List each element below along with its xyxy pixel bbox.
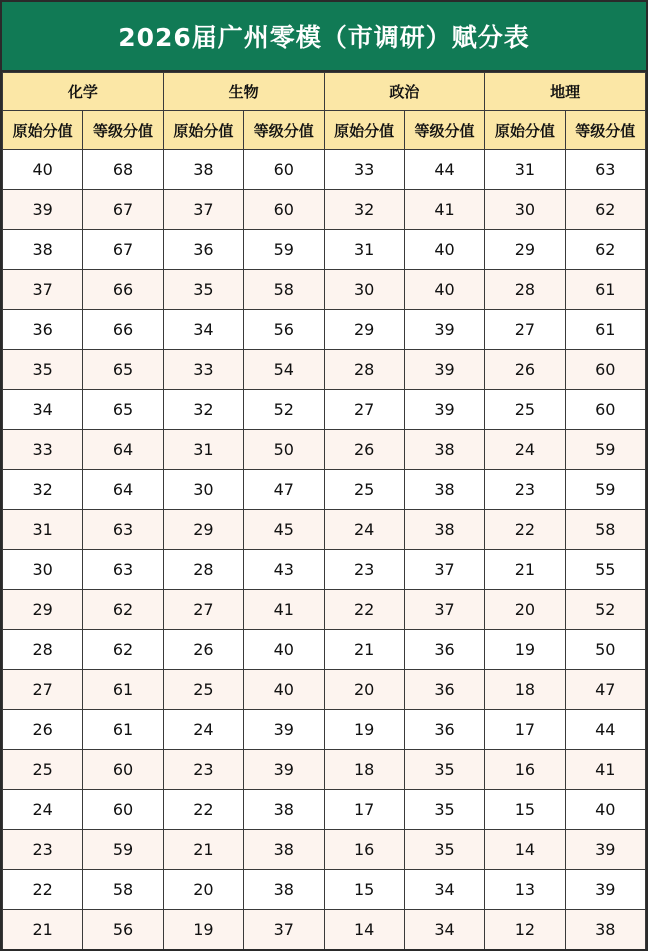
cell-pol-grade: 44 — [404, 150, 484, 190]
cell-chem-raw: 22 — [3, 870, 83, 910]
cell-bio-raw: 36 — [163, 230, 243, 270]
cell-bio-raw: 25 — [163, 670, 243, 710]
cell-geo-raw: 19 — [485, 630, 565, 670]
cell-pol-raw: 23 — [324, 550, 404, 590]
cell-bio-grade: 50 — [244, 430, 324, 470]
table-row — [3, 310, 646, 350]
cell-pol-grade: 38 — [404, 430, 484, 470]
column-header-row — [3, 111, 646, 150]
cell-geo-grade: 61 — [565, 310, 645, 350]
cell-bio-grade: 38 — [244, 790, 324, 830]
cell-geo-grade: 60 — [565, 390, 645, 430]
table-row — [3, 630, 646, 670]
cell-geo-raw: 21 — [485, 550, 565, 590]
cell-bio-grade: 37 — [244, 910, 324, 950]
cell-chem-raw: 34 — [3, 390, 83, 430]
cell-chem-raw: 32 — [3, 470, 83, 510]
cell-pol-grade: 35 — [404, 830, 484, 870]
column-header-raw: 原始分值 — [485, 111, 565, 150]
cell-pol-grade: 40 — [404, 270, 484, 310]
cell-chem-raw: 35 — [3, 350, 83, 390]
cell-geo-raw: 20 — [485, 590, 565, 630]
cell-bio-grade: 39 — [244, 750, 324, 790]
cell-bio-raw: 33 — [163, 350, 243, 390]
column-header-grade: 等级分值 — [244, 111, 324, 150]
cell-pol-raw: 20 — [324, 670, 404, 710]
cell-pol-grade: 35 — [404, 790, 484, 830]
cell-pol-grade: 36 — [404, 710, 484, 750]
subject-header-biology: 生物 — [163, 73, 324, 111]
cell-geo-raw: 18 — [485, 670, 565, 710]
cell-chem-raw: 38 — [3, 230, 83, 270]
subject-header-row — [3, 73, 646, 111]
table-row — [3, 750, 646, 790]
cell-geo-raw: 23 — [485, 470, 565, 510]
cell-bio-raw: 23 — [163, 750, 243, 790]
cell-chem-grade: 61 — [83, 670, 163, 710]
cell-chem-grade: 66 — [83, 310, 163, 350]
subject-header-chemistry: 化学 — [3, 73, 164, 111]
cell-pol-grade: 38 — [404, 470, 484, 510]
cell-pol-grade: 41 — [404, 190, 484, 230]
cell-chem-raw: 37 — [3, 270, 83, 310]
conversion-table — [2, 72, 646, 950]
cell-pol-grade: 37 — [404, 590, 484, 630]
table-row — [3, 270, 646, 310]
cell-chem-grade: 63 — [83, 550, 163, 590]
cell-chem-grade: 67 — [83, 190, 163, 230]
cell-geo-grade: 41 — [565, 750, 645, 790]
cell-bio-raw: 27 — [163, 590, 243, 630]
table-row — [3, 710, 646, 750]
table-row — [3, 510, 646, 550]
table-row — [3, 910, 646, 950]
cell-chem-raw: 26 — [3, 710, 83, 750]
cell-geo-grade: 38 — [565, 910, 645, 950]
cell-bio-grade: 47 — [244, 470, 324, 510]
cell-pol-grade: 36 — [404, 670, 484, 710]
cell-chem-raw: 25 — [3, 750, 83, 790]
cell-geo-grade: 60 — [565, 350, 645, 390]
cell-pol-raw: 30 — [324, 270, 404, 310]
cell-geo-grade: 63 — [565, 150, 645, 190]
cell-bio-raw: 26 — [163, 630, 243, 670]
cell-chem-grade: 59 — [83, 830, 163, 870]
table-row — [3, 430, 646, 470]
cell-geo-raw: 13 — [485, 870, 565, 910]
subject-header-geography: 地理 — [485, 73, 646, 111]
cell-bio-raw: 24 — [163, 710, 243, 750]
cell-pol-raw: 32 — [324, 190, 404, 230]
cell-pol-raw: 29 — [324, 310, 404, 350]
cell-pol-grade: 39 — [404, 390, 484, 430]
cell-geo-raw: 24 — [485, 430, 565, 470]
cell-geo-grade: 55 — [565, 550, 645, 590]
table-row — [3, 830, 646, 870]
cell-bio-raw: 28 — [163, 550, 243, 590]
subject-header-politics: 政治 — [324, 73, 485, 111]
cell-chem-grade: 62 — [83, 630, 163, 670]
cell-geo-raw: 26 — [485, 350, 565, 390]
cell-bio-grade: 56 — [244, 310, 324, 350]
cell-pol-grade: 34 — [404, 910, 484, 950]
cell-pol-raw: 21 — [324, 630, 404, 670]
cell-bio-raw: 19 — [163, 910, 243, 950]
cell-geo-grade: 62 — [565, 230, 645, 270]
cell-bio-grade: 54 — [244, 350, 324, 390]
cell-geo-raw: 22 — [485, 510, 565, 550]
cell-bio-grade: 41 — [244, 590, 324, 630]
cell-bio-raw: 32 — [163, 390, 243, 430]
cell-bio-grade: 45 — [244, 510, 324, 550]
cell-bio-grade: 60 — [244, 190, 324, 230]
cell-pol-raw: 15 — [324, 870, 404, 910]
column-header-grade: 等级分值 — [565, 111, 645, 150]
cell-geo-raw: 31 — [485, 150, 565, 190]
cell-pol-raw: 31 — [324, 230, 404, 270]
cell-geo-raw: 15 — [485, 790, 565, 830]
cell-chem-raw: 23 — [3, 830, 83, 870]
cell-bio-raw: 29 — [163, 510, 243, 550]
cell-pol-grade: 40 — [404, 230, 484, 270]
cell-geo-grade: 40 — [565, 790, 645, 830]
cell-bio-raw: 21 — [163, 830, 243, 870]
cell-geo-grade: 62 — [565, 190, 645, 230]
column-header-grade: 等级分值 — [404, 111, 484, 150]
cell-bio-grade: 60 — [244, 150, 324, 190]
cell-geo-raw: 14 — [485, 830, 565, 870]
cell-chem-raw: 40 — [3, 150, 83, 190]
cell-geo-grade: 39 — [565, 870, 645, 910]
cell-bio-grade: 38 — [244, 830, 324, 870]
page-title: 2026届广州零模（市调研）赋分表 — [2, 2, 646, 72]
cell-geo-raw: 25 — [485, 390, 565, 430]
cell-pol-raw: 25 — [324, 470, 404, 510]
cell-bio-grade: 59 — [244, 230, 324, 270]
cell-chem-grade: 61 — [83, 710, 163, 750]
column-header-grade: 等级分值 — [83, 111, 163, 150]
cell-geo-raw: 27 — [485, 310, 565, 350]
cell-geo-grade: 59 — [565, 470, 645, 510]
cell-chem-raw: 21 — [3, 910, 83, 950]
cell-bio-grade: 43 — [244, 550, 324, 590]
table-row — [3, 590, 646, 630]
cell-chem-raw: 30 — [3, 550, 83, 590]
cell-bio-grade: 38 — [244, 870, 324, 910]
cell-bio-raw: 30 — [163, 470, 243, 510]
cell-geo-raw: 12 — [485, 910, 565, 950]
table-row — [3, 670, 646, 710]
cell-bio-grade: 52 — [244, 390, 324, 430]
cell-pol-raw: 24 — [324, 510, 404, 550]
cell-pol-raw: 28 — [324, 350, 404, 390]
table-body — [3, 150, 646, 950]
cell-geo-grade: 39 — [565, 830, 645, 870]
cell-pol-raw: 26 — [324, 430, 404, 470]
cell-chem-grade: 66 — [83, 270, 163, 310]
cell-geo-raw: 29 — [485, 230, 565, 270]
cell-chem-raw: 36 — [3, 310, 83, 350]
cell-pol-grade: 37 — [404, 550, 484, 590]
cell-chem-grade: 65 — [83, 390, 163, 430]
cell-chem-grade: 64 — [83, 470, 163, 510]
cell-pol-raw: 27 — [324, 390, 404, 430]
cell-geo-grade: 47 — [565, 670, 645, 710]
cell-chem-grade: 60 — [83, 750, 163, 790]
cell-pol-grade: 34 — [404, 870, 484, 910]
cell-bio-raw: 35 — [163, 270, 243, 310]
cell-pol-raw: 19 — [324, 710, 404, 750]
cell-bio-raw: 38 — [163, 150, 243, 190]
cell-pol-grade: 35 — [404, 750, 484, 790]
cell-pol-raw: 16 — [324, 830, 404, 870]
cell-geo-grade: 44 — [565, 710, 645, 750]
cell-bio-raw: 34 — [163, 310, 243, 350]
cell-bio-grade: 39 — [244, 710, 324, 750]
cell-chem-grade: 60 — [83, 790, 163, 830]
column-header-raw: 原始分值 — [163, 111, 243, 150]
cell-geo-grade: 59 — [565, 430, 645, 470]
cell-geo-grade: 61 — [565, 270, 645, 310]
cell-pol-raw: 14 — [324, 910, 404, 950]
table-row — [3, 550, 646, 590]
cell-geo-grade: 58 — [565, 510, 645, 550]
cell-chem-raw: 24 — [3, 790, 83, 830]
cell-chem-grade: 67 — [83, 230, 163, 270]
cell-bio-grade: 40 — [244, 670, 324, 710]
cell-pol-raw: 18 — [324, 750, 404, 790]
cell-chem-raw: 33 — [3, 430, 83, 470]
table-row — [3, 350, 646, 390]
cell-bio-grade: 40 — [244, 630, 324, 670]
cell-chem-grade: 68 — [83, 150, 163, 190]
column-header-raw: 原始分值 — [324, 111, 404, 150]
cell-bio-raw: 31 — [163, 430, 243, 470]
cell-bio-raw: 20 — [163, 870, 243, 910]
cell-chem-grade: 63 — [83, 510, 163, 550]
table-row — [3, 390, 646, 430]
cell-geo-raw: 16 — [485, 750, 565, 790]
cell-geo-raw: 17 — [485, 710, 565, 750]
cell-bio-grade: 58 — [244, 270, 324, 310]
cell-chem-grade: 58 — [83, 870, 163, 910]
table-row — [3, 870, 646, 910]
cell-pol-grade: 39 — [404, 310, 484, 350]
cell-chem-raw: 39 — [3, 190, 83, 230]
table-row — [3, 230, 646, 270]
table-row — [3, 790, 646, 830]
cell-chem-raw: 29 — [3, 590, 83, 630]
table-row — [3, 150, 646, 190]
cell-chem-grade: 56 — [83, 910, 163, 950]
cell-chem-raw: 31 — [3, 510, 83, 550]
cell-geo-raw: 28 — [485, 270, 565, 310]
cell-chem-grade: 64 — [83, 430, 163, 470]
cell-chem-raw: 27 — [3, 670, 83, 710]
cell-chem-grade: 65 — [83, 350, 163, 390]
cell-pol-raw: 33 — [324, 150, 404, 190]
column-header-raw: 原始分值 — [3, 111, 83, 150]
cell-bio-raw: 37 — [163, 190, 243, 230]
cell-pol-grade: 36 — [404, 630, 484, 670]
cell-geo-raw: 30 — [485, 190, 565, 230]
cell-geo-grade: 50 — [565, 630, 645, 670]
table-row — [3, 190, 646, 230]
cell-pol-raw: 17 — [324, 790, 404, 830]
table-row — [3, 470, 646, 510]
cell-bio-raw: 22 — [163, 790, 243, 830]
cell-pol-grade: 39 — [404, 350, 484, 390]
cell-chem-raw: 28 — [3, 630, 83, 670]
cell-geo-grade: 52 — [565, 590, 645, 630]
cell-pol-grade: 38 — [404, 510, 484, 550]
cell-chem-grade: 62 — [83, 590, 163, 630]
cell-pol-raw: 22 — [324, 590, 404, 630]
